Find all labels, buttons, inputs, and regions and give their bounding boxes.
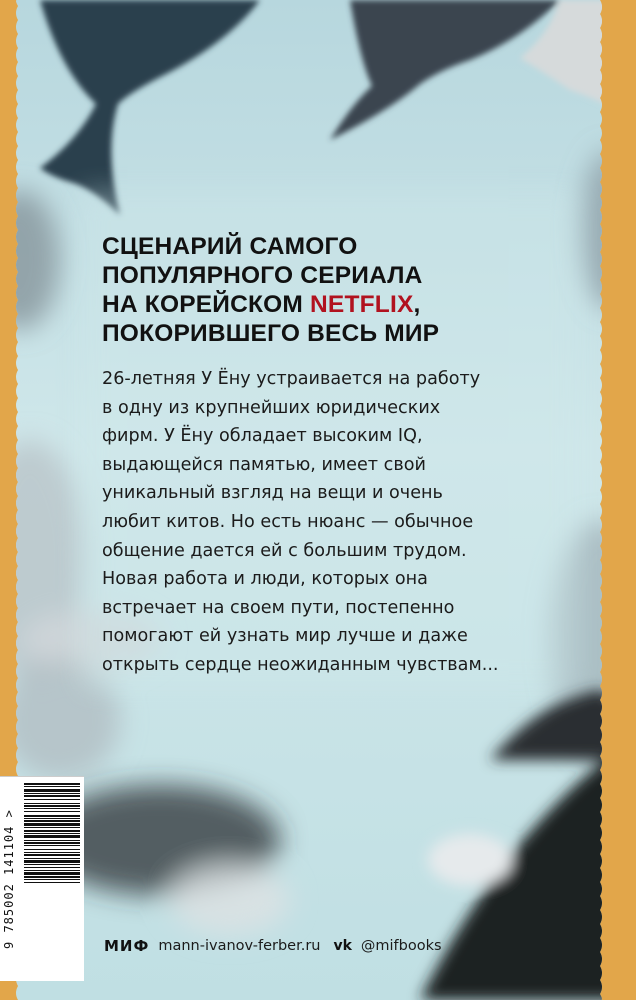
barcode-bars	[24, 777, 82, 981]
website-link[interactable]: mann-ivanov-ferber.ru	[158, 938, 321, 954]
barcode-bar	[24, 854, 80, 856]
barcode-bar	[24, 876, 80, 878]
barcode-bar	[24, 867, 80, 868]
description-line: фирм. У Ёну обладает высоким IQ,	[102, 426, 423, 447]
publisher-logo: МИФ	[104, 937, 150, 955]
description-line: уникальный взгляд на вещи и очень	[102, 483, 443, 504]
description-line: любит китов. Но есть нюанс — обычное	[102, 511, 474, 532]
barcode-bar	[24, 830, 80, 832]
barcode-bar	[24, 842, 80, 844]
social-handle[interactable]: @mifbooks	[360, 938, 442, 954]
barcode-bar	[24, 786, 80, 787]
barcode-bar	[24, 858, 80, 859]
description-line: открыть сердце неожиданным чувствам...	[102, 654, 499, 675]
footer	[104, 934, 442, 958]
barcode-bar	[24, 849, 80, 850]
barcode	[0, 776, 84, 981]
barcode-bar	[24, 845, 80, 846]
barcode-bar	[24, 860, 80, 863]
barcode-bar	[24, 811, 80, 812]
barcode-bar	[24, 783, 80, 785]
barcode-bar	[24, 852, 80, 853]
headline-line-4: ПОКОРИВШЕГО ВЕСЬ МИР	[102, 320, 440, 347]
barcode-bar	[24, 803, 80, 804]
barcode-bar	[24, 808, 80, 809]
barcode-bar	[24, 827, 80, 828]
headline-line-1: СЦЕНАРИЙ САМОГО	[102, 233, 358, 260]
barcode-bar	[24, 864, 80, 865]
barcode-bar	[24, 793, 80, 794]
barcode-bar	[24, 818, 80, 819]
barcode-bar	[24, 820, 80, 822]
vk-icon[interactable]: vk	[333, 938, 352, 954]
barcode-bar	[24, 789, 80, 792]
barcode-bar	[24, 795, 80, 797]
description-line: встречает на своем пути, постепенно	[102, 597, 455, 618]
description-line: общение дается ей с большим трудом.	[102, 540, 467, 561]
barcode-bar	[24, 799, 80, 800]
barcode-bar	[24, 870, 80, 871]
netflix-brand: NETFLIX	[310, 291, 414, 318]
description	[102, 365, 542, 680]
headline-line-2: ПОПУЛЯРНОГО СЕРИАЛА	[102, 262, 423, 289]
headline-line-3-suffix: ,	[413, 291, 421, 318]
description-line: помогают ей узнать мир лучше и даже	[102, 626, 468, 647]
description-line: Новая работа и люди, которых она	[102, 569, 428, 590]
barcode-bar	[24, 872, 80, 875]
headline-line-3-prefix: НА КОРЕЙСКОМ	[102, 291, 311, 318]
barcode-bar	[24, 815, 80, 817]
barcode-bar	[24, 879, 80, 880]
description-line: 26-летняя У Ёну устраивается на работу	[102, 369, 481, 389]
barcode-bar	[24, 823, 80, 826]
barcode-bar	[24, 833, 80, 834]
barcode-bar	[24, 805, 80, 807]
description-line: выдающейся памятью, имеет свой	[102, 454, 426, 475]
isbn-digits: 9 785002 141104 >	[2, 809, 16, 949]
barcode-bar	[24, 840, 80, 841]
headline	[102, 232, 562, 348]
barcode-bar	[24, 882, 80, 883]
barcode-bar	[24, 835, 80, 838]
description-line: в одну из крупнейших юридических	[102, 397, 441, 418]
